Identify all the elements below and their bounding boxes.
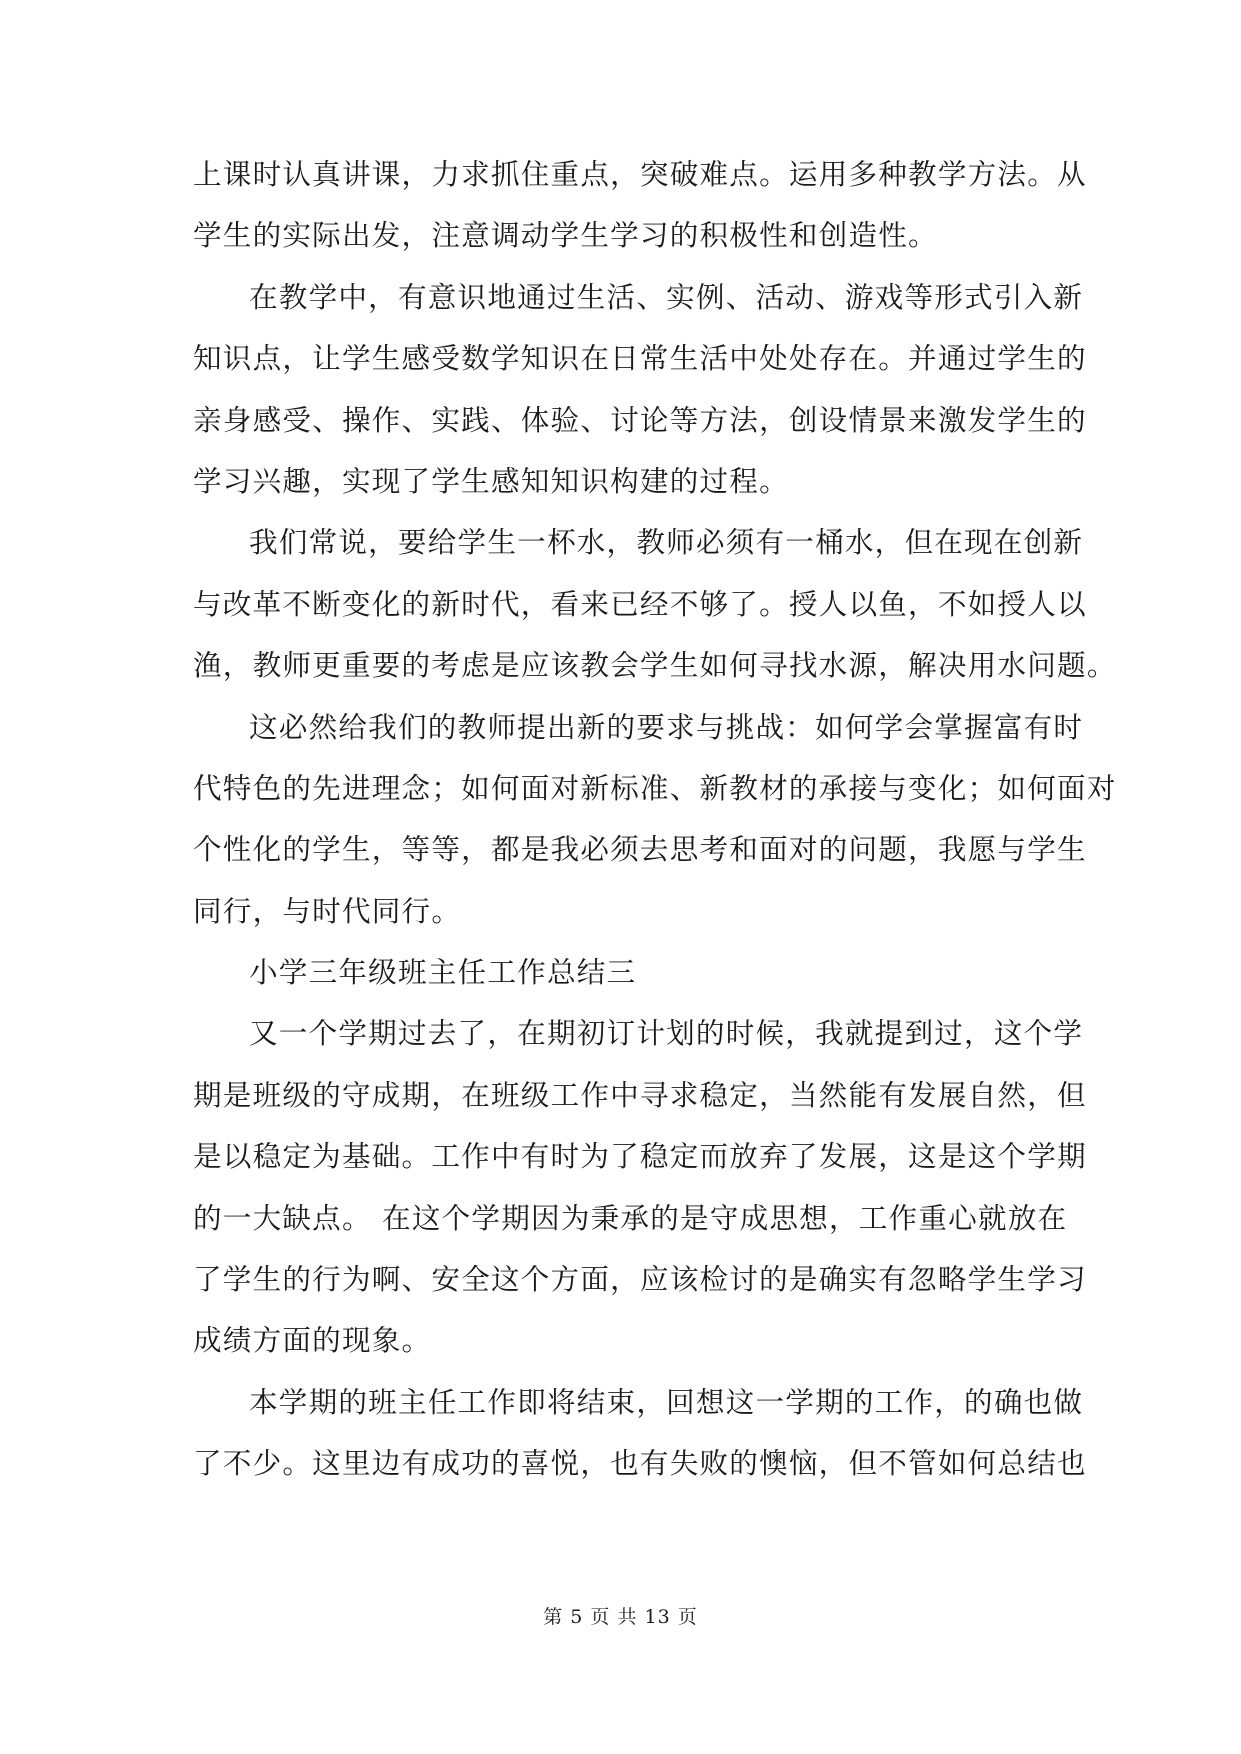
text-line: 我们常说，要给学生一杯水，教师必须有一桶水，但在现在创新 bbox=[249, 525, 1084, 560]
text-line: 与改革不断变化的新时代，看来已经不够了。授人以鱼，不如授人以 bbox=[193, 586, 1087, 621]
text-line: 的一大缺点。 在这个学期因为秉承的是守成思想，工作重心就放在 bbox=[193, 1200, 1068, 1235]
text-line: 渔，教师更重要的考虑是应该教会学生如何寻找水源，解决用水问题。 bbox=[193, 648, 1117, 683]
text-line: 了学生的行为啊、安全这个方面，应该检讨的是确实有忽略学生学习 bbox=[193, 1262, 1087, 1297]
text-line: 代特色的先进理念；如何面对新标准、新教材的承接与变化；如何面对 bbox=[193, 770, 1117, 805]
text-line: 本学期的班主任工作即将结束，回想这一学期的工作，的确也做 bbox=[249, 1384, 1084, 1419]
text-line: 成绩方面的现象。 bbox=[193, 1323, 432, 1358]
text-line: 上课时认真讲课，力求抓住重点，突破难点。运用多种教学方法。从 bbox=[193, 157, 1087, 191]
text-line: 知识点，让学生感受数学知识在日常生活中处处存在。并通过学生的 bbox=[193, 341, 1087, 376]
text-line: 个性化的学生，等等，都是我必须去思考和面对的问题，我愿与学生 bbox=[193, 832, 1087, 867]
document-body bbox=[193, 154, 1117, 1505]
text-line: 学习兴趣，实现了学生感知知识构建的过程。 bbox=[193, 463, 789, 498]
text-line: 亲身感受、操作、实践、体验、讨论等方法，创设情景来激发学生的 bbox=[193, 402, 1087, 437]
text-line: 期是班级的守成期，在班级工作中寻求稳定，当然能有发展自然，但 bbox=[193, 1077, 1087, 1112]
page-number-footer: 第 5 页 共 13 页 bbox=[543, 1606, 698, 1628]
section-heading: 小学三年级班主任工作总结三 bbox=[249, 955, 637, 990]
text-line: 学生的实际出发，注意调动学生学习的积极性和创造性。 bbox=[193, 218, 938, 253]
text-line: 同行，与时代同行。 bbox=[193, 893, 462, 928]
text-line: 是以稳定为基础。工作中有时为了稳定而放弃了发展，这是这个学期 bbox=[193, 1139, 1087, 1174]
text-line: 又一个学期过去了，在期初订计划的时候，我就提到过，这个学 bbox=[249, 1016, 1084, 1051]
text-line: 了不少。这里边有成功的喜悦，也有失败的懊恼，但不管如何总结也 bbox=[193, 1446, 1087, 1481]
text-line: 在教学中，有意识地通过生活、实例、活动、游戏等形式引入新 bbox=[249, 279, 1084, 314]
text-line: 这必然给我们的教师提出新的要求与挑战：如何学会掌握富有时 bbox=[249, 709, 1084, 744]
